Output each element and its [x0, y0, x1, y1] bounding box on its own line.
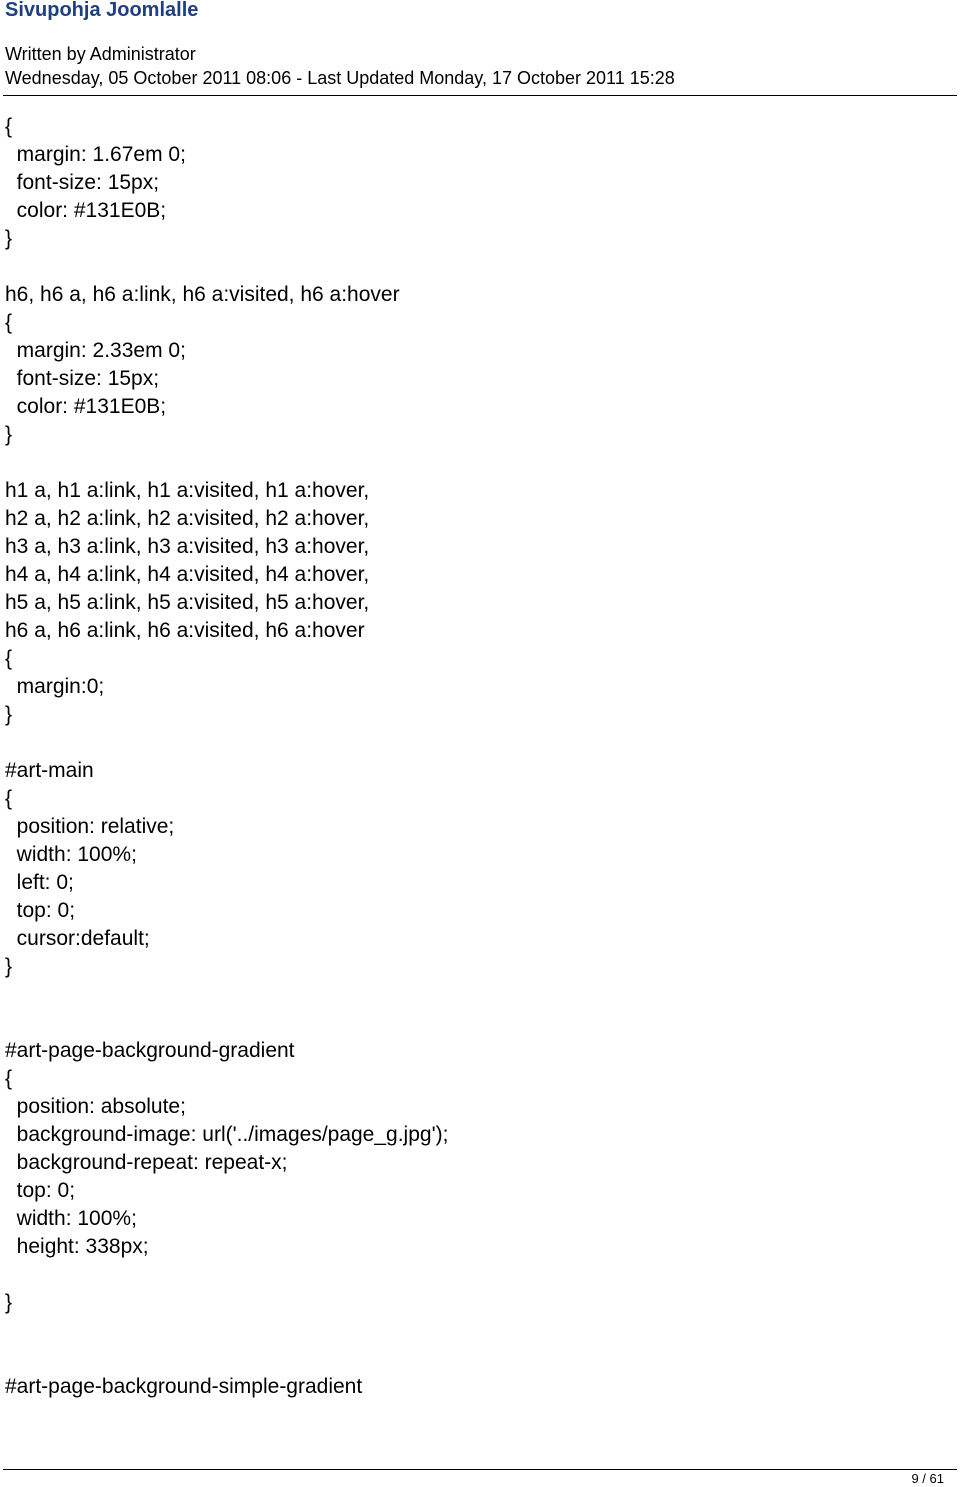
date-line: Wednesday, 05 October 2011 08:06 - Last Updated Monday, 17 October 2011 15:28 — [5, 68, 675, 88]
code-line: font-size: 15px; — [5, 367, 160, 390]
code-line: color: #131E0B; — [5, 199, 167, 222]
code-line: h3 a, h3 a:link, h3 a:visited, h3 a:hover, — [5, 535, 370, 558]
code-line: { — [5, 647, 13, 670]
code-line: { — [5, 311, 13, 334]
code-line: h6, h6 a, h6 a:link, h6 a:visited, h6 a:hover — [5, 283, 400, 306]
code-line: top: 0; — [5, 899, 76, 922]
code-line: { — [5, 1067, 13, 1090]
code-line: { — [5, 115, 13, 138]
code-line: } — [5, 955, 13, 978]
code-line: h6 a, h6 a:link, h6 a:visited, h6 a:hover — [5, 619, 365, 642]
code-line: #art-page-background-simple-gradient — [5, 1375, 363, 1398]
code-line: #art-page-background-gradient — [5, 1039, 295, 1062]
code-line: font-size: 15px; — [5, 171, 160, 194]
code-line: h5 a, h5 a:link, h5 a:visited, h5 a:hover, — [5, 591, 370, 614]
site-title: Sivupohja Joomlalle — [5, 0, 199, 21]
code-line: h1 a, h1 a:link, h1 a:visited, h1 a:hover, — [5, 479, 370, 502]
code-line: height: 338px; — [5, 1235, 149, 1258]
code-line: background-image: url('../images/page_g.jpg'); — [5, 1123, 449, 1146]
code-line: } — [5, 423, 13, 446]
code-line: margin: 2.33em 0; — [5, 339, 186, 362]
header-divider — [3, 95, 957, 96]
author-line: Written by Administrator — [5, 44, 196, 64]
code-line: #art-main — [5, 759, 94, 782]
code-line: position: relative; — [5, 815, 175, 838]
code-line: margin:0; — [5, 675, 105, 698]
code-line: h2 a, h2 a:link, h2 a:visited, h2 a:hover, — [5, 507, 370, 530]
footer-divider — [3, 1469, 957, 1470]
code-line: } — [5, 1291, 13, 1314]
code-line: margin: 1.67em 0; — [5, 143, 186, 166]
code-line: width: 100%; — [5, 1207, 137, 1230]
code-line: h4 a, h4 a:link, h4 a:visited, h4 a:hover, — [5, 563, 370, 586]
code-line: width: 100%; — [5, 843, 137, 866]
code-line: } — [5, 703, 13, 726]
code-line: } — [5, 227, 13, 250]
code-line: color: #131E0B; — [5, 395, 167, 418]
code-line: { — [5, 787, 13, 810]
code-line: position: absolute; — [5, 1095, 186, 1118]
page-number: 9 / 61 — [911, 1471, 944, 1486]
code-line: background-repeat: repeat-x; — [5, 1151, 288, 1174]
code-line: left: 0; — [5, 871, 74, 894]
code-line: cursor:default; — [5, 927, 150, 950]
code-line: top: 0; — [5, 1179, 76, 1202]
